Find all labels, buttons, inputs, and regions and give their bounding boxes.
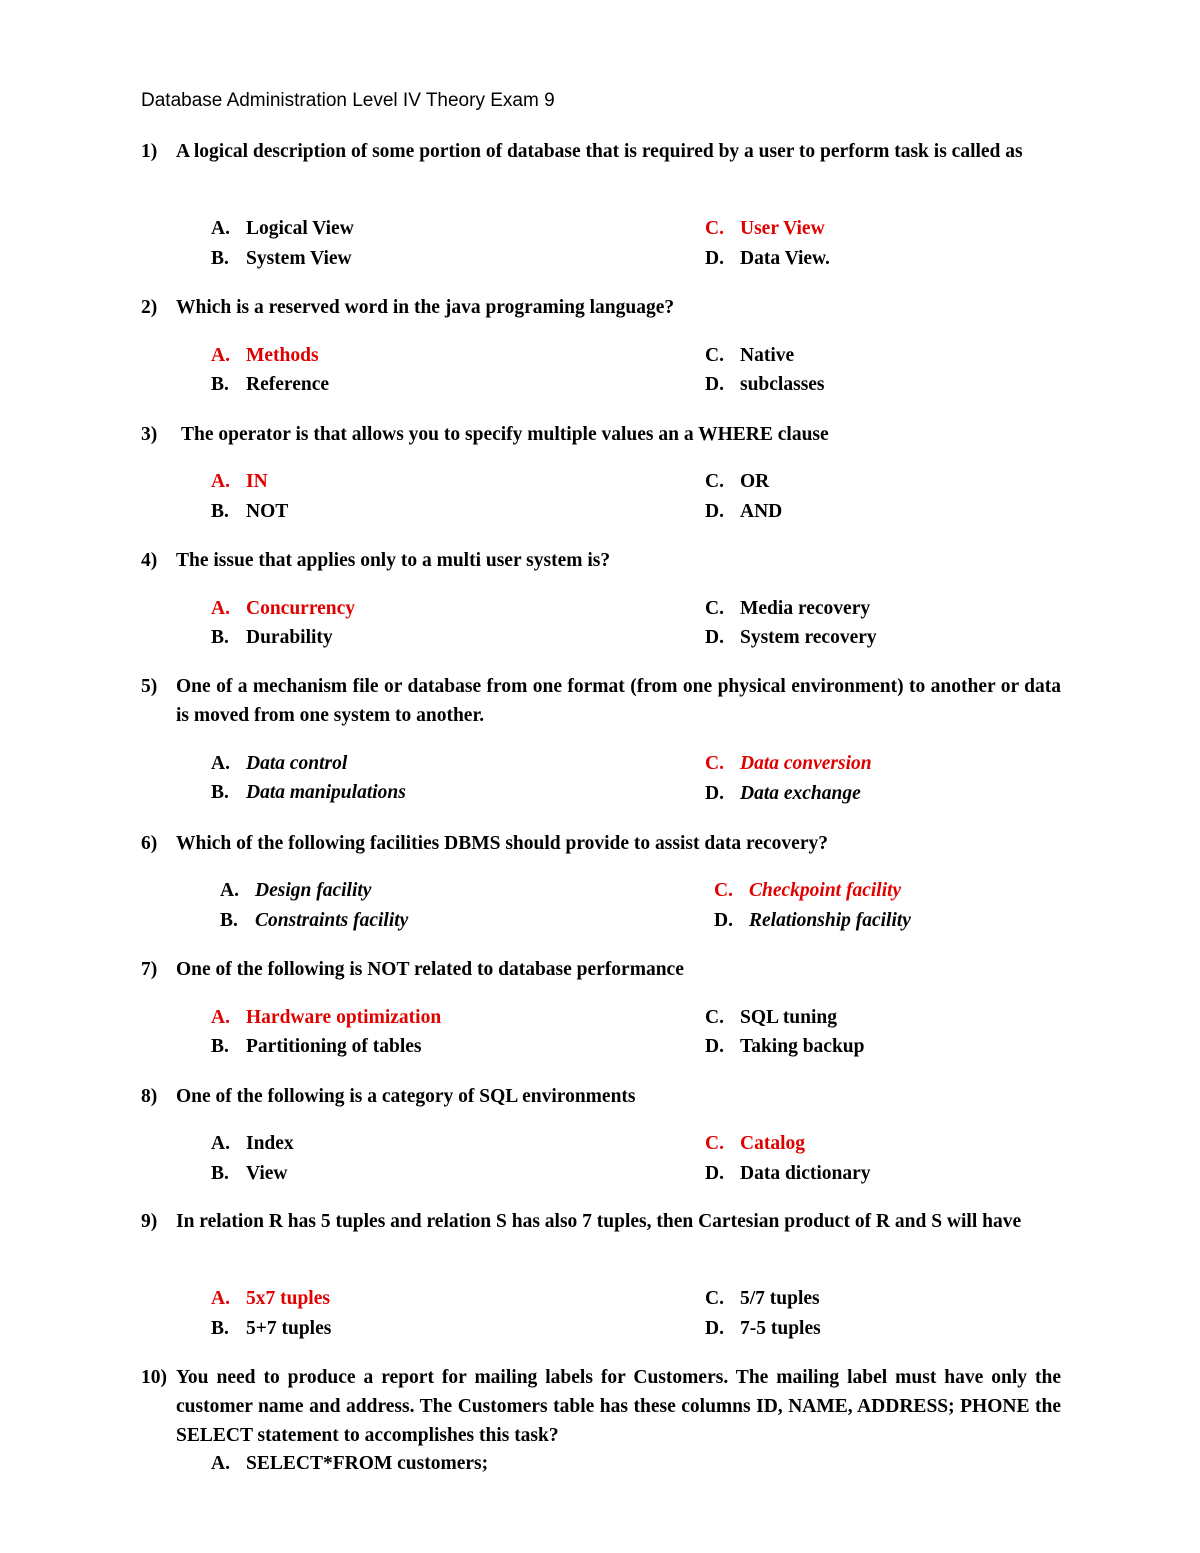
option-7a: A. Hardware optimization xyxy=(211,1007,442,1028)
option-5a: A. Data control xyxy=(211,753,348,774)
question-10 xyxy=(141,1363,1061,1450)
option-9c: C. 5/7 tuples xyxy=(705,1288,820,1309)
option-9d: D. 7-5 tuples xyxy=(705,1318,821,1339)
question-2 xyxy=(141,293,1061,322)
option-1d: D. Data View. xyxy=(705,248,830,269)
question-6 xyxy=(141,829,1061,858)
question-1 xyxy=(141,137,1061,166)
option-3d: D. AND xyxy=(705,501,783,522)
question-text: You need to produce a report for mailing labels for Customers. The mailing label must have only the customer name and address. The Customers table has these columns ID, NAME, ADDRESS; PHONE the SELECT statement to accomplishes this task? xyxy=(176,1367,1061,1446)
option-5d: D. Data exchange xyxy=(705,783,861,804)
question-text: Which of the following facilities DBMS should provide to assist data recovery? xyxy=(176,833,828,854)
question-number: 7) xyxy=(141,959,158,980)
question-number: 6) xyxy=(141,833,158,854)
question-number: 8) xyxy=(141,1086,158,1107)
question-number: 9) xyxy=(141,1211,158,1232)
question-4 xyxy=(141,546,1061,575)
question-number: 1) xyxy=(141,141,158,162)
question-text: The operator is that allows you to specify multiple values an a WHERE clause xyxy=(181,424,829,445)
question-text: One of a mechanism file or database from one format (from one physical environment) to another or data is moved from one system to another. xyxy=(176,676,1061,726)
option-4c: C. Media recovery xyxy=(705,598,871,619)
option-8b: B. View xyxy=(211,1163,288,1184)
question-number: 2) xyxy=(141,297,158,318)
question-number: 4) xyxy=(141,550,158,571)
option-9a: A. 5x7 tuples xyxy=(211,1288,330,1309)
option-4d: D. System recovery xyxy=(705,627,877,648)
question-text: A logical description of some portion of database that is required by a user to perform task is called as xyxy=(176,141,1023,162)
question-text: The issue that applies only to a multi user system is? xyxy=(176,550,611,571)
option-6a: A. Design facility xyxy=(220,880,372,901)
option-1b: B. System View xyxy=(211,248,352,269)
option-1c: C. User View xyxy=(705,218,825,239)
question-9 xyxy=(141,1207,1061,1236)
option-7b: B. Partitioning of tables xyxy=(211,1036,422,1057)
option-8a: A. Index xyxy=(211,1133,294,1154)
option-6c: C. Checkpoint facility xyxy=(714,880,902,901)
option-8c: C. Catalog xyxy=(705,1133,805,1154)
question-text: One of the following is a category of SQL environments xyxy=(176,1086,636,1107)
question-number: 10) xyxy=(141,1367,167,1388)
option-6d: D. Relationship facility xyxy=(714,910,911,931)
question-5 xyxy=(141,672,1061,730)
question-text: In relation R has 5 tuples and relation S has also 7 tuples, then Cartesian product of R and S will have xyxy=(176,1211,1022,1232)
option-4a: A. Concurrency xyxy=(211,598,356,619)
option-2b: B. Reference xyxy=(211,374,329,395)
question-number: 3) xyxy=(141,424,158,445)
question-3 xyxy=(141,420,1061,449)
option-10a: A. SELECT*FROM customers; xyxy=(211,1453,489,1474)
question-7 xyxy=(141,955,1061,984)
option-2c: C. Native xyxy=(705,345,795,366)
option-1a: A. Logical View xyxy=(211,218,354,239)
question-text: One of the following is NOT related to database performance xyxy=(176,959,684,980)
option-5c: C. Data conversion xyxy=(705,753,872,774)
option-2a: A. Methods xyxy=(211,345,319,366)
option-7c: C. SQL tuning xyxy=(705,1007,838,1028)
question-number: 5) xyxy=(141,676,158,697)
option-5b: B. Data manipulations xyxy=(211,782,406,803)
option-4b: B. Durability xyxy=(211,627,333,648)
option-7d: D. Taking backup xyxy=(705,1036,865,1057)
option-3b: B. NOT xyxy=(211,501,289,522)
question-text: Which is a reserved word in the java programing language? xyxy=(176,297,675,318)
option-2d: D. subclasses xyxy=(705,374,825,395)
option-3c: C. OR xyxy=(705,471,770,492)
option-8d: D. Data dictionary xyxy=(705,1163,871,1184)
option-3a: A. IN xyxy=(211,471,268,492)
document-title: Database Administration Level IV Theory Exam 9 xyxy=(141,90,555,111)
option-9b: B. 5+7 tuples xyxy=(211,1318,332,1339)
question-8 xyxy=(141,1082,1061,1111)
option-6b: B. Constraints facility xyxy=(220,910,409,931)
